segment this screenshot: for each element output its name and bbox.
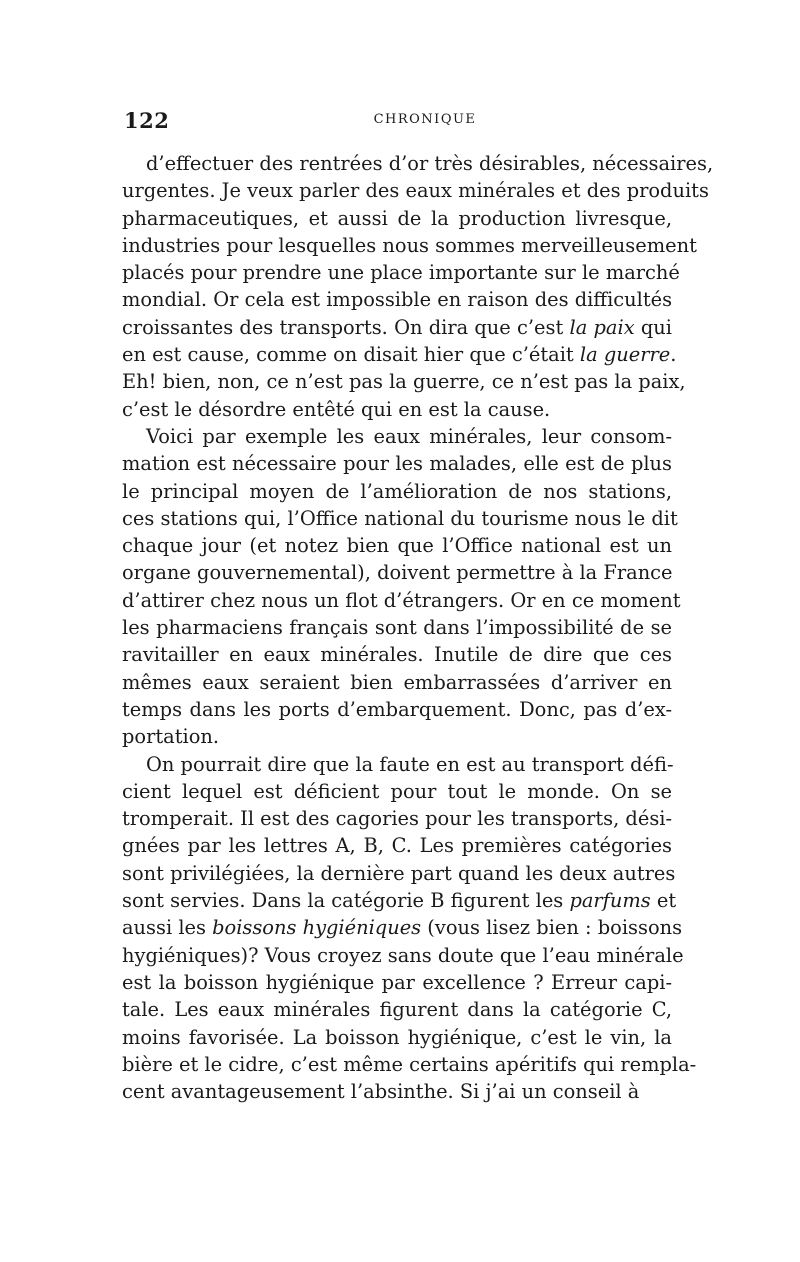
text-segment: organe gouvernemental), doivent permettre à la France (122, 561, 673, 585)
text-segment: croissantes des transports. On dira que c’est (122, 315, 570, 339)
text-segment: temps dans les ports d’embarquement. Donc, pas d’ex- (122, 697, 672, 721)
text-line (122, 1024, 672, 1051)
text-segment: tale. Les eaux minérales figurent dans la catégorie C, (122, 998, 672, 1022)
text-segment: Eh! bien, non, ce n’est pas la guerre, ce n’est pas la paix, (122, 370, 686, 394)
paragraph (122, 751, 697, 1106)
text-segment: mation est nécessaire pour les malades, elle est de plus (122, 452, 672, 476)
text-segment: en est cause, comme on disait hier que c’était (122, 343, 580, 367)
running-title: CHRONIQUE (373, 112, 477, 127)
text-line (122, 996, 672, 1023)
page-number: 122 (124, 108, 170, 133)
text-line (122, 942, 684, 969)
text-line (122, 177, 709, 204)
text-segment: hygiéniques)? Vous croyez sans doute que l’eau minérale (122, 943, 684, 967)
italic-text: parfums (569, 889, 651, 913)
text-segment: les pharmaciens français sont dans l’impossibilité de se (122, 616, 672, 640)
text-line (122, 396, 672, 423)
text-segment: portation. (122, 725, 220, 749)
text-line (122, 969, 672, 996)
text-line (122, 887, 677, 914)
text-line (122, 641, 672, 668)
text-segment: placés pour prendre une place importante sur le marché (122, 261, 680, 285)
text-line (122, 669, 672, 696)
text-line (122, 1078, 672, 1105)
text-line (122, 205, 672, 232)
text-line (122, 696, 672, 723)
text-line (122, 341, 677, 368)
text-line (122, 860, 676, 887)
text-line (122, 368, 686, 395)
text-segment: est la boisson hygiénique par excellence ? Erreur capi- (122, 970, 672, 994)
text-segment: ravitailler en eaux minérales. Inutile de dire que ces (122, 643, 672, 667)
text-segment: cent avantageusement l’absinthe. Si j’ai un conseil à (122, 1080, 640, 1104)
text-segment: le principal moyen de l’amélioration de nos stations, (122, 479, 672, 503)
text-segment: bière et le cidre, c’est même certains apéritifs qui rempla- (122, 1052, 697, 1076)
text-segment: tromperait. Il est des cagories pour les transports, dési- (122, 807, 673, 831)
text-segment: et (650, 889, 677, 913)
page-header (120, 108, 675, 138)
text-segment: d’attirer chez nous un flot d’étrangers. Or en ce moment (122, 588, 681, 612)
text-line (122, 832, 672, 859)
text-line (122, 614, 672, 641)
text-line (122, 778, 672, 805)
italic-text: boissons hygiéniques (212, 916, 422, 940)
body-text (122, 150, 714, 1105)
text-segment: aussi les (122, 916, 213, 940)
paragraph (122, 150, 714, 423)
text-line (122, 587, 681, 614)
paragraph (122, 423, 681, 751)
text-segment: c’est le désordre entêté qui en est la cause. (122, 397, 551, 421)
text-segment: urgentes. Je veux parler des eaux minérales et des produits (122, 179, 709, 203)
text-line (122, 150, 714, 177)
text-segment: (vous lisez bien : boissons (421, 916, 683, 940)
text-segment: . (670, 343, 677, 367)
text-line (122, 505, 678, 532)
italic-text: la paix (569, 315, 635, 339)
text-segment: On pourrait dire que la faute en est au transport défi- (146, 752, 674, 776)
text-line (122, 559, 672, 586)
text-segment: gnées par les lettres A, B, C. Les premières catégories (122, 834, 672, 858)
text-segment: qui (634, 315, 672, 339)
text-segment: Voici par exemple les eaux minérales, leur consom- (146, 424, 672, 448)
text-segment: mêmes eaux seraient bien embarrassées d’arriver en (122, 670, 672, 694)
text-line (122, 450, 672, 477)
text-segment: d’effectuer des rentrées d’or très désirables, nécessaires, (146, 152, 714, 175)
text-segment: ces stations qui, l’Office national du tourisme nous le dit (122, 506, 678, 530)
italic-text: la guerre (579, 343, 671, 367)
text-line (122, 914, 683, 941)
text-line (122, 286, 672, 313)
text-line (122, 314, 672, 341)
text-segment: cient lequel est déficient pour tout le monde. On se (122, 779, 672, 803)
text-line (122, 423, 672, 450)
text-line (122, 805, 672, 832)
text-segment: mondial. Or cela est impossible en raison des difficultés (122, 288, 673, 312)
text-line (122, 532, 672, 559)
text-segment: industries pour lesquelles nous sommes merveilleusement (122, 233, 697, 257)
text-line (122, 751, 672, 778)
text-segment: moins favorisée. La boisson hygiénique, c’est le vin, la (122, 1025, 672, 1049)
text-segment: sont privilégiées, la dernière part quand les deux autres (122, 861, 676, 885)
text-segment: pharmaceutiques, et aussi de la production livresque, (122, 206, 672, 230)
text-segment: sont servies. Dans la catégorie B figurent les (122, 889, 570, 913)
text-segment: chaque jour (et notez bien que l’Office national est un (122, 534, 672, 558)
text-line (122, 478, 672, 505)
text-line (122, 1051, 697, 1078)
text-line (122, 259, 680, 286)
text-line (122, 723, 672, 750)
text-line (122, 232, 697, 259)
